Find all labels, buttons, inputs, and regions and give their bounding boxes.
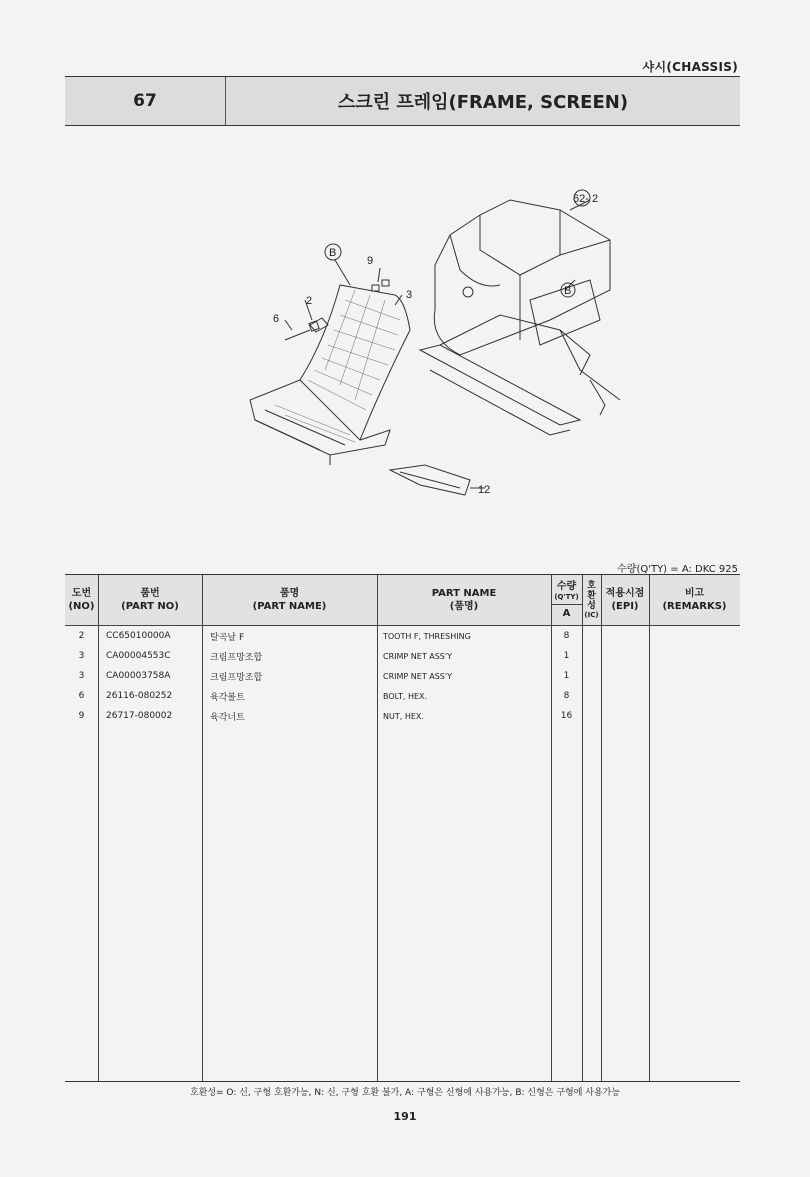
row-name-en: TOOTH F, THRESHING bbox=[383, 631, 471, 641]
callout-9: 9 bbox=[367, 255, 374, 267]
callout-62-2: 62- 2 bbox=[573, 193, 599, 205]
row-name-ko: 육각볼트 bbox=[210, 692, 245, 703]
row-no: 6 bbox=[78, 691, 85, 701]
row-name-ko: 육각너트 bbox=[210, 712, 245, 723]
table-header bbox=[65, 575, 740, 626]
compatibility-footnote: 호환성= O: 신, 구형 호환가능, N: 신, 구형 호환 불가, A: 구형은 신형에 사용가능, B: 신형은 구형에 사용가능 bbox=[189, 1088, 621, 1098]
header-part-name-en: PART NAME (품명) bbox=[431, 588, 497, 612]
row-qty: 1 bbox=[563, 651, 570, 661]
callout-3: 3 bbox=[406, 289, 413, 301]
row-qty: 8 bbox=[563, 691, 570, 701]
table-row bbox=[65, 666, 740, 686]
row-name-ko: 크림프망조합 bbox=[210, 652, 263, 663]
page-number: 191 bbox=[393, 1110, 417, 1123]
header-no: 도번 (NO) bbox=[68, 588, 95, 612]
page-title: 스크린 프레임(FRAME, SCREEN) bbox=[337, 92, 629, 113]
callout-6: 6 bbox=[273, 313, 280, 325]
row-no: 3 bbox=[78, 651, 85, 661]
hex-nut-1 bbox=[372, 285, 379, 291]
row-name-ko: 탈곡날 F bbox=[210, 632, 245, 643]
row-no: 3 bbox=[78, 671, 85, 681]
hex-bolt bbox=[285, 330, 310, 340]
row-name-en: NUT, HEX. bbox=[383, 711, 424, 721]
row-qty: 1 bbox=[563, 671, 570, 681]
chassis-frame bbox=[434, 200, 610, 355]
header-part-name-ko: 품명 (PART NAME) bbox=[252, 588, 327, 612]
table-row bbox=[65, 646, 740, 666]
row-name-en: BOLT, HEX. bbox=[383, 691, 428, 701]
row-part-no: CC65010000A bbox=[106, 631, 171, 641]
table-row bbox=[65, 706, 740, 726]
header-remarks: 비고 (REMARKS) bbox=[662, 588, 727, 612]
section-label: 샤시(CHASSIS) bbox=[642, 60, 738, 74]
header-epi: 적용시점 (EPI) bbox=[605, 588, 645, 612]
row-name-ko: 크림프망조합 bbox=[210, 672, 263, 683]
callout-b-left: B bbox=[329, 247, 337, 259]
hex-nut-2 bbox=[382, 280, 389, 286]
row-qty: 8 bbox=[563, 631, 570, 641]
row-name-en: CRIMP NET ASS'Y bbox=[383, 651, 452, 661]
qty-note: 수량(Q'TY) = A: DKC 925 bbox=[617, 564, 738, 575]
frame-rail bbox=[420, 345, 580, 425]
exploded-parts-diagram bbox=[230, 180, 630, 510]
callout-2: 2 bbox=[306, 295, 313, 307]
row-part-no: CA00004553C bbox=[106, 651, 171, 661]
callout-b-right: B bbox=[564, 285, 572, 297]
callout-12: 12 bbox=[478, 484, 491, 496]
row-part-no: 26717-080002 bbox=[106, 711, 173, 721]
title-bar bbox=[65, 76, 740, 126]
row-part-no: 26116-080252 bbox=[106, 691, 173, 701]
row-no: 9 bbox=[78, 711, 85, 721]
row-name-en: CRIMP NET ASS'Y bbox=[383, 671, 452, 681]
table-row bbox=[65, 626, 740, 646]
row-part-no: CA00003758A bbox=[106, 671, 171, 681]
parts-table bbox=[65, 574, 740, 1082]
title-number: 67 bbox=[65, 77, 226, 125]
header-part-no: 품번 (PART NO) bbox=[121, 588, 179, 612]
table-row bbox=[65, 686, 740, 706]
crimp-net-screen bbox=[300, 285, 413, 440]
header-qty: 수량 (Q'TY) A bbox=[551, 575, 582, 625]
row-qty: 16 bbox=[560, 711, 573, 721]
header-ic: 호 환 성 (IC) bbox=[584, 580, 599, 619]
row-no: 2 bbox=[78, 631, 85, 641]
